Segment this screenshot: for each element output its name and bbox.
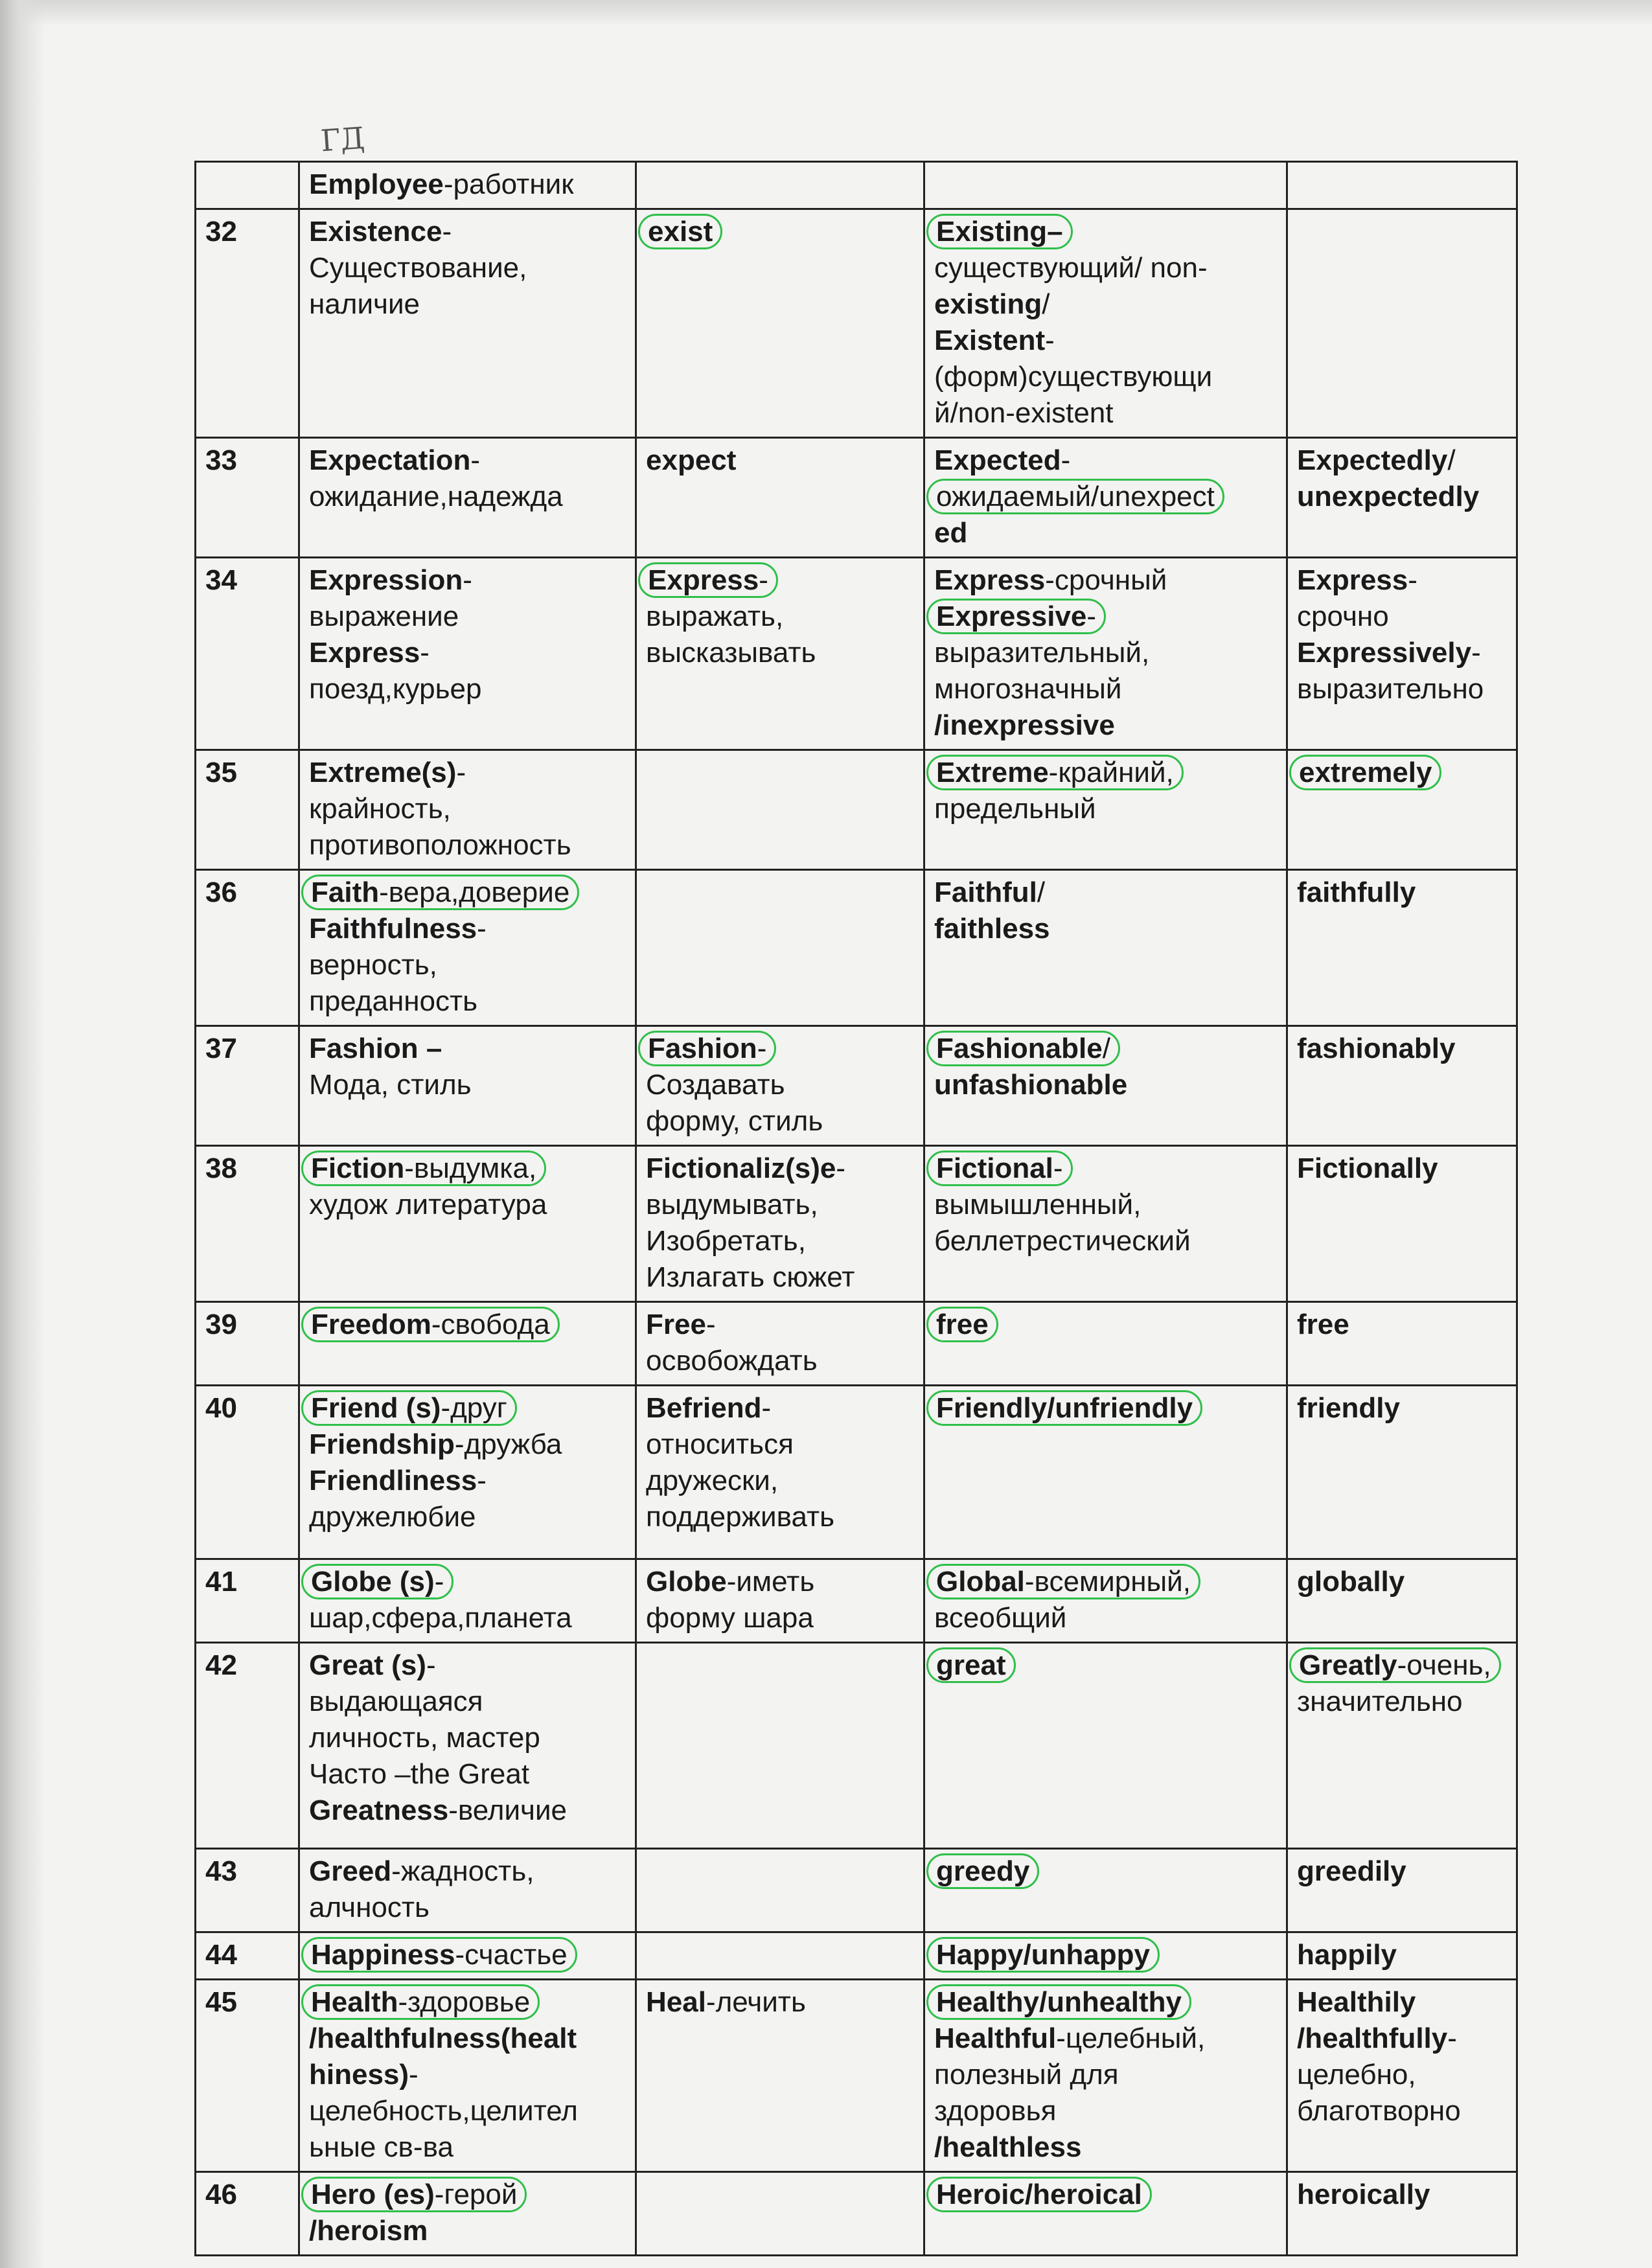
adj-cell: [924, 558, 1287, 750]
adj-line: многозначный: [934, 673, 1122, 705]
row-number: 43: [196, 1849, 299, 1932]
table-row: [196, 870, 1517, 1026]
adv-line: heroically: [1297, 2179, 1430, 2210]
noun-line: Health-здоровье: [309, 1984, 626, 2021]
adj-cell: [924, 1146, 1287, 1302]
adj-cell: [924, 1559, 1287, 1643]
adv-cell: [1287, 558, 1517, 750]
verb-cell: [636, 1146, 924, 1302]
row-number: 35: [196, 750, 299, 870]
adj-line: здоровья: [934, 2095, 1057, 2127]
adv-line: Expectedly/: [1297, 444, 1456, 476]
adv-line: Healthily: [1297, 1986, 1416, 2018]
noun-line: выражение: [309, 601, 459, 632]
adj-cell: [924, 162, 1287, 209]
adj-line: free: [934, 1307, 1277, 1343]
table-row: [196, 1386, 1517, 1559]
page-shadow-top: [0, 0, 1652, 26]
verb-cell: [636, 2172, 924, 2256]
verb-line: Heal-лечить: [646, 1986, 806, 2018]
noun-line: преданность: [309, 985, 478, 1017]
adv-cell: [1287, 1386, 1517, 1559]
noun-cell: [299, 1643, 636, 1849]
noun-cell: [299, 1849, 636, 1932]
adj-line: Extreme-крайний,: [934, 755, 1277, 791]
adj-line: Faithful/: [934, 876, 1046, 908]
adj-line: беллетрестический: [934, 1225, 1191, 1257]
row-number: 44: [196, 1932, 299, 1980]
noun-line: Employee-работник: [309, 168, 574, 200]
verb-cell: [636, 1932, 924, 1980]
noun-cell: [299, 162, 636, 209]
table-row: [196, 1643, 1517, 1849]
noun-line: поезд,курьер: [309, 673, 482, 705]
row-number: 46: [196, 2172, 299, 2256]
adj-cell: [924, 1026, 1287, 1146]
adv-cell: [1287, 438, 1517, 558]
page-shadow-left: [0, 0, 45, 2268]
noun-line: Extreme(s)-: [309, 757, 466, 788]
adv-cell: [1287, 1146, 1517, 1302]
adj-line: faithless: [934, 913, 1050, 945]
noun-cell: [299, 750, 636, 870]
table-row: [196, 1146, 1517, 1302]
adj-cell: [924, 1849, 1287, 1932]
row-number: 37: [196, 1026, 299, 1146]
verb-line: относиться: [646, 1428, 794, 1460]
noun-line: ьные св-ва: [309, 2131, 453, 2163]
adj-cell: [924, 1932, 1287, 1980]
noun-cell: [299, 1146, 636, 1302]
noun-cell: [299, 1980, 636, 2172]
table-row: [196, 1980, 1517, 2172]
row-number: 38: [196, 1146, 299, 1302]
verb-line: Fictionaliz(s)e-: [646, 1152, 846, 1184]
verb-cell: [636, 209, 924, 438]
row-number: 34: [196, 558, 299, 750]
noun-line: дружелюбие: [309, 1501, 476, 1533]
adj-line: /inexpressive: [934, 709, 1115, 741]
adv-cell: [1287, 1849, 1517, 1932]
adj-line: greedy: [934, 1853, 1277, 1890]
adj-line: existing/: [934, 288, 1050, 320]
row-number: 32: [196, 209, 299, 438]
table-row: [196, 2172, 1517, 2256]
verb-line: Globe-иметь: [646, 1566, 815, 1598]
adj-line: Healthful-целебный,: [934, 2022, 1206, 2054]
verb-cell: [636, 1643, 924, 1849]
adv-line: целебно,: [1297, 2059, 1416, 2090]
verb-line: Befriend-: [646, 1392, 772, 1424]
noun-line: противоположность: [309, 829, 571, 861]
adj-line: Healthy/unhealthy: [934, 1984, 1277, 2021]
verb-cell: [636, 870, 924, 1026]
adv-line: happily: [1297, 1939, 1397, 1971]
noun-line: Friendliness-: [309, 1465, 487, 1496]
adj-line: Friendly/unfriendly: [934, 1390, 1277, 1426]
verb-cell: [636, 1980, 924, 2172]
adj-line: всеобщий: [934, 1602, 1067, 1634]
table-row: [196, 1932, 1517, 1980]
adv-cell: [1287, 1980, 1517, 2172]
verb-cell: [636, 1849, 924, 1932]
adj-line: Express-срочный: [934, 564, 1167, 596]
noun-line: Faith-вера,доверие: [309, 875, 626, 911]
adv-line: Fictionally: [1297, 1152, 1438, 1184]
verb-line: выражать,: [646, 601, 784, 632]
adj-cell: [924, 1386, 1287, 1559]
verb-line: Free-: [646, 1309, 716, 1340]
adj-line: unfashionable: [934, 1069, 1128, 1101]
row-number: 33: [196, 438, 299, 558]
adj-line: ed: [934, 517, 968, 549]
noun-line: Greatness-величие: [309, 1794, 568, 1826]
noun-cell: [299, 1559, 636, 1643]
adj-line: выразительный,: [934, 637, 1150, 669]
adv-line: faithfully: [1297, 876, 1416, 908]
row-number: 39: [196, 1302, 299, 1386]
verb-cell: [636, 1559, 924, 1643]
adv-line: срочно: [1297, 601, 1389, 632]
noun-line: худож литература: [309, 1189, 547, 1220]
noun-cell: [299, 2172, 636, 2256]
noun-line: Hero (es)-герой: [309, 2177, 626, 2213]
row-number: 45: [196, 1980, 299, 2172]
noun-line: Globe (s)-: [309, 1564, 626, 1600]
adj-line: Fictional-: [934, 1151, 1277, 1187]
adj-line: Global-всемирный,: [934, 1564, 1277, 1600]
verb-cell: [636, 162, 924, 209]
verb-cell: [636, 1386, 924, 1559]
table-row: [196, 750, 1517, 870]
noun-line: наличие: [309, 288, 420, 320]
adj-line: Existing–: [934, 214, 1277, 250]
noun-cell: [299, 558, 636, 750]
adj-line: й/non-existent: [934, 397, 1114, 429]
adj-line: Happy/unhappy: [934, 1937, 1277, 1973]
adv-line: благотворно: [1297, 2095, 1461, 2127]
adv-line: /healthfully-: [1297, 2022, 1457, 2054]
adv-cell: [1287, 750, 1517, 870]
adv-line: Express-: [1297, 564, 1417, 596]
verb-line: дружески,: [646, 1465, 779, 1496]
row-number: [196, 162, 299, 209]
noun-line: шар,сфера,планета: [309, 1602, 572, 1634]
adj-cell: [924, 2172, 1287, 2256]
adv-line: Expressively-: [1297, 637, 1481, 669]
adj-line: Expressive-: [934, 599, 1277, 635]
verb-line: высказывать: [646, 637, 816, 669]
table-row: [196, 162, 1517, 209]
table-row: [196, 1559, 1517, 1643]
noun-line: алчность: [309, 1892, 430, 1923]
adv-line: fashionably: [1297, 1033, 1456, 1064]
adj-line: вымышленный,: [934, 1189, 1141, 1220]
verb-line: поддерживать: [646, 1501, 835, 1533]
verb-line: освобождать: [646, 1345, 818, 1377]
adj-line: полезный для: [934, 2059, 1119, 2090]
verb-line: exist: [646, 214, 914, 250]
row-number: 41: [196, 1559, 299, 1643]
adv-cell: [1287, 1932, 1517, 1980]
noun-line: целебность,целител: [309, 2095, 578, 2127]
verb-cell: [636, 1302, 924, 1386]
noun-cell: [299, 209, 636, 438]
adj-line: Existent-: [934, 325, 1055, 356]
noun-cell: [299, 438, 636, 558]
noun-line: Мода, стиль: [309, 1069, 472, 1101]
adv-cell: [1287, 1302, 1517, 1386]
noun-line: Часто –the Great: [309, 1758, 530, 1790]
adv-line: globally: [1297, 1566, 1405, 1598]
adj-line: (форм)существующи: [934, 361, 1213, 393]
adv-line: выразительно: [1297, 673, 1484, 705]
table-row: [196, 438, 1517, 558]
noun-line: hiness)-: [309, 2059, 419, 2090]
adj-cell: [924, 1302, 1287, 1386]
verb-cell: [636, 558, 924, 750]
adj-line: Expected-: [934, 444, 1071, 476]
row-number: 42: [196, 1643, 299, 1849]
verb-cell: [636, 1026, 924, 1146]
adj-line: предельный: [934, 793, 1096, 825]
verb-line: форму, стиль: [646, 1105, 823, 1137]
verb-line: Излагать сюжет: [646, 1261, 855, 1293]
noun-line: Freedom-свобода: [309, 1307, 626, 1343]
noun-line: /healthfulness(healt: [309, 2022, 577, 2054]
adv-line: extremely: [1297, 755, 1507, 791]
adj-cell: [924, 1643, 1287, 1849]
verb-line: Express-: [646, 562, 914, 599]
adj-line: Heroic/heroical: [934, 2177, 1277, 2213]
row-number: 36: [196, 870, 299, 1026]
adv-line: unexpectedly: [1297, 481, 1480, 512]
adv-line: greedily: [1297, 1855, 1406, 1887]
noun-line: Greed-жадность,: [309, 1855, 534, 1887]
noun-cell: [299, 1026, 636, 1146]
adv-line: Greatly-очень,: [1297, 1647, 1507, 1684]
verb-line: Создавать: [646, 1069, 785, 1101]
noun-line: Friend (s)-друг: [309, 1390, 626, 1426]
word-formation-table: [194, 161, 1518, 2256]
handwritten-mark: ГД: [319, 120, 366, 159]
adj-cell: [924, 438, 1287, 558]
noun-line: /heroism: [309, 2215, 428, 2247]
adv-cell: [1287, 2172, 1517, 2256]
adj-line: существующий/ non-: [934, 252, 1208, 284]
adj-line: /healthless: [934, 2131, 1082, 2163]
noun-line: выдающаяся: [309, 1686, 483, 1717]
noun-line: Happiness-счастье: [309, 1937, 626, 1973]
noun-line: Fashion –: [309, 1033, 442, 1064]
table-row: [196, 1849, 1517, 1932]
adv-cell: [1287, 1026, 1517, 1146]
noun-line: Существование,: [309, 252, 527, 284]
verb-line: Изобретать,: [646, 1225, 806, 1257]
table-row: [196, 1026, 1517, 1146]
noun-cell: [299, 870, 636, 1026]
adj-cell: [924, 1980, 1287, 2172]
verb-line: форму шара: [646, 1602, 814, 1634]
noun-line: верность,: [309, 949, 437, 981]
adj-cell: [924, 209, 1287, 438]
noun-line: Faithfulness-: [309, 913, 487, 945]
noun-line: личность, мастер: [309, 1722, 540, 1754]
noun-line: ожидание,надежда: [309, 481, 563, 512]
noun-line: Express-: [309, 637, 430, 669]
adj-cell: [924, 870, 1287, 1026]
adj-cell: [924, 750, 1287, 870]
noun-cell: [299, 1932, 636, 1980]
adv-cell: [1287, 1643, 1517, 1849]
adv-cell: [1287, 162, 1517, 209]
verb-cell: [636, 438, 924, 558]
verb-line: expect: [646, 444, 737, 476]
adv-cell: [1287, 1559, 1517, 1643]
verb-line: выдумывать,: [646, 1189, 818, 1220]
adv-cell: [1287, 209, 1517, 438]
noun-line: крайность,: [309, 793, 451, 825]
verb-cell: [636, 750, 924, 870]
row-number: 40: [196, 1386, 299, 1559]
adv-line: free: [1297, 1309, 1349, 1340]
noun-line: Existence-: [309, 216, 452, 247]
adj-line: ожидаемый/unexpect: [934, 479, 1277, 515]
adj-line: Fashionable/: [934, 1031, 1277, 1067]
table-row: [196, 1302, 1517, 1386]
noun-line: Fiction-выдумка,: [309, 1151, 626, 1187]
noun-line: Great (s)-: [309, 1649, 436, 1681]
adv-line: friendly: [1297, 1392, 1400, 1424]
adj-line: great: [934, 1647, 1277, 1684]
noun-cell: [299, 1302, 636, 1386]
adv-line: значительно: [1297, 1686, 1463, 1717]
noun-line: Friendship-дружба: [309, 1428, 562, 1460]
table-row: [196, 558, 1517, 750]
noun-line: Expression-: [309, 564, 472, 596]
verb-line: Fashion-: [646, 1031, 914, 1067]
noun-cell: [299, 1386, 636, 1559]
noun-line: Expectation-: [309, 444, 481, 476]
table-row: [196, 209, 1517, 438]
adv-cell: [1287, 870, 1517, 1026]
